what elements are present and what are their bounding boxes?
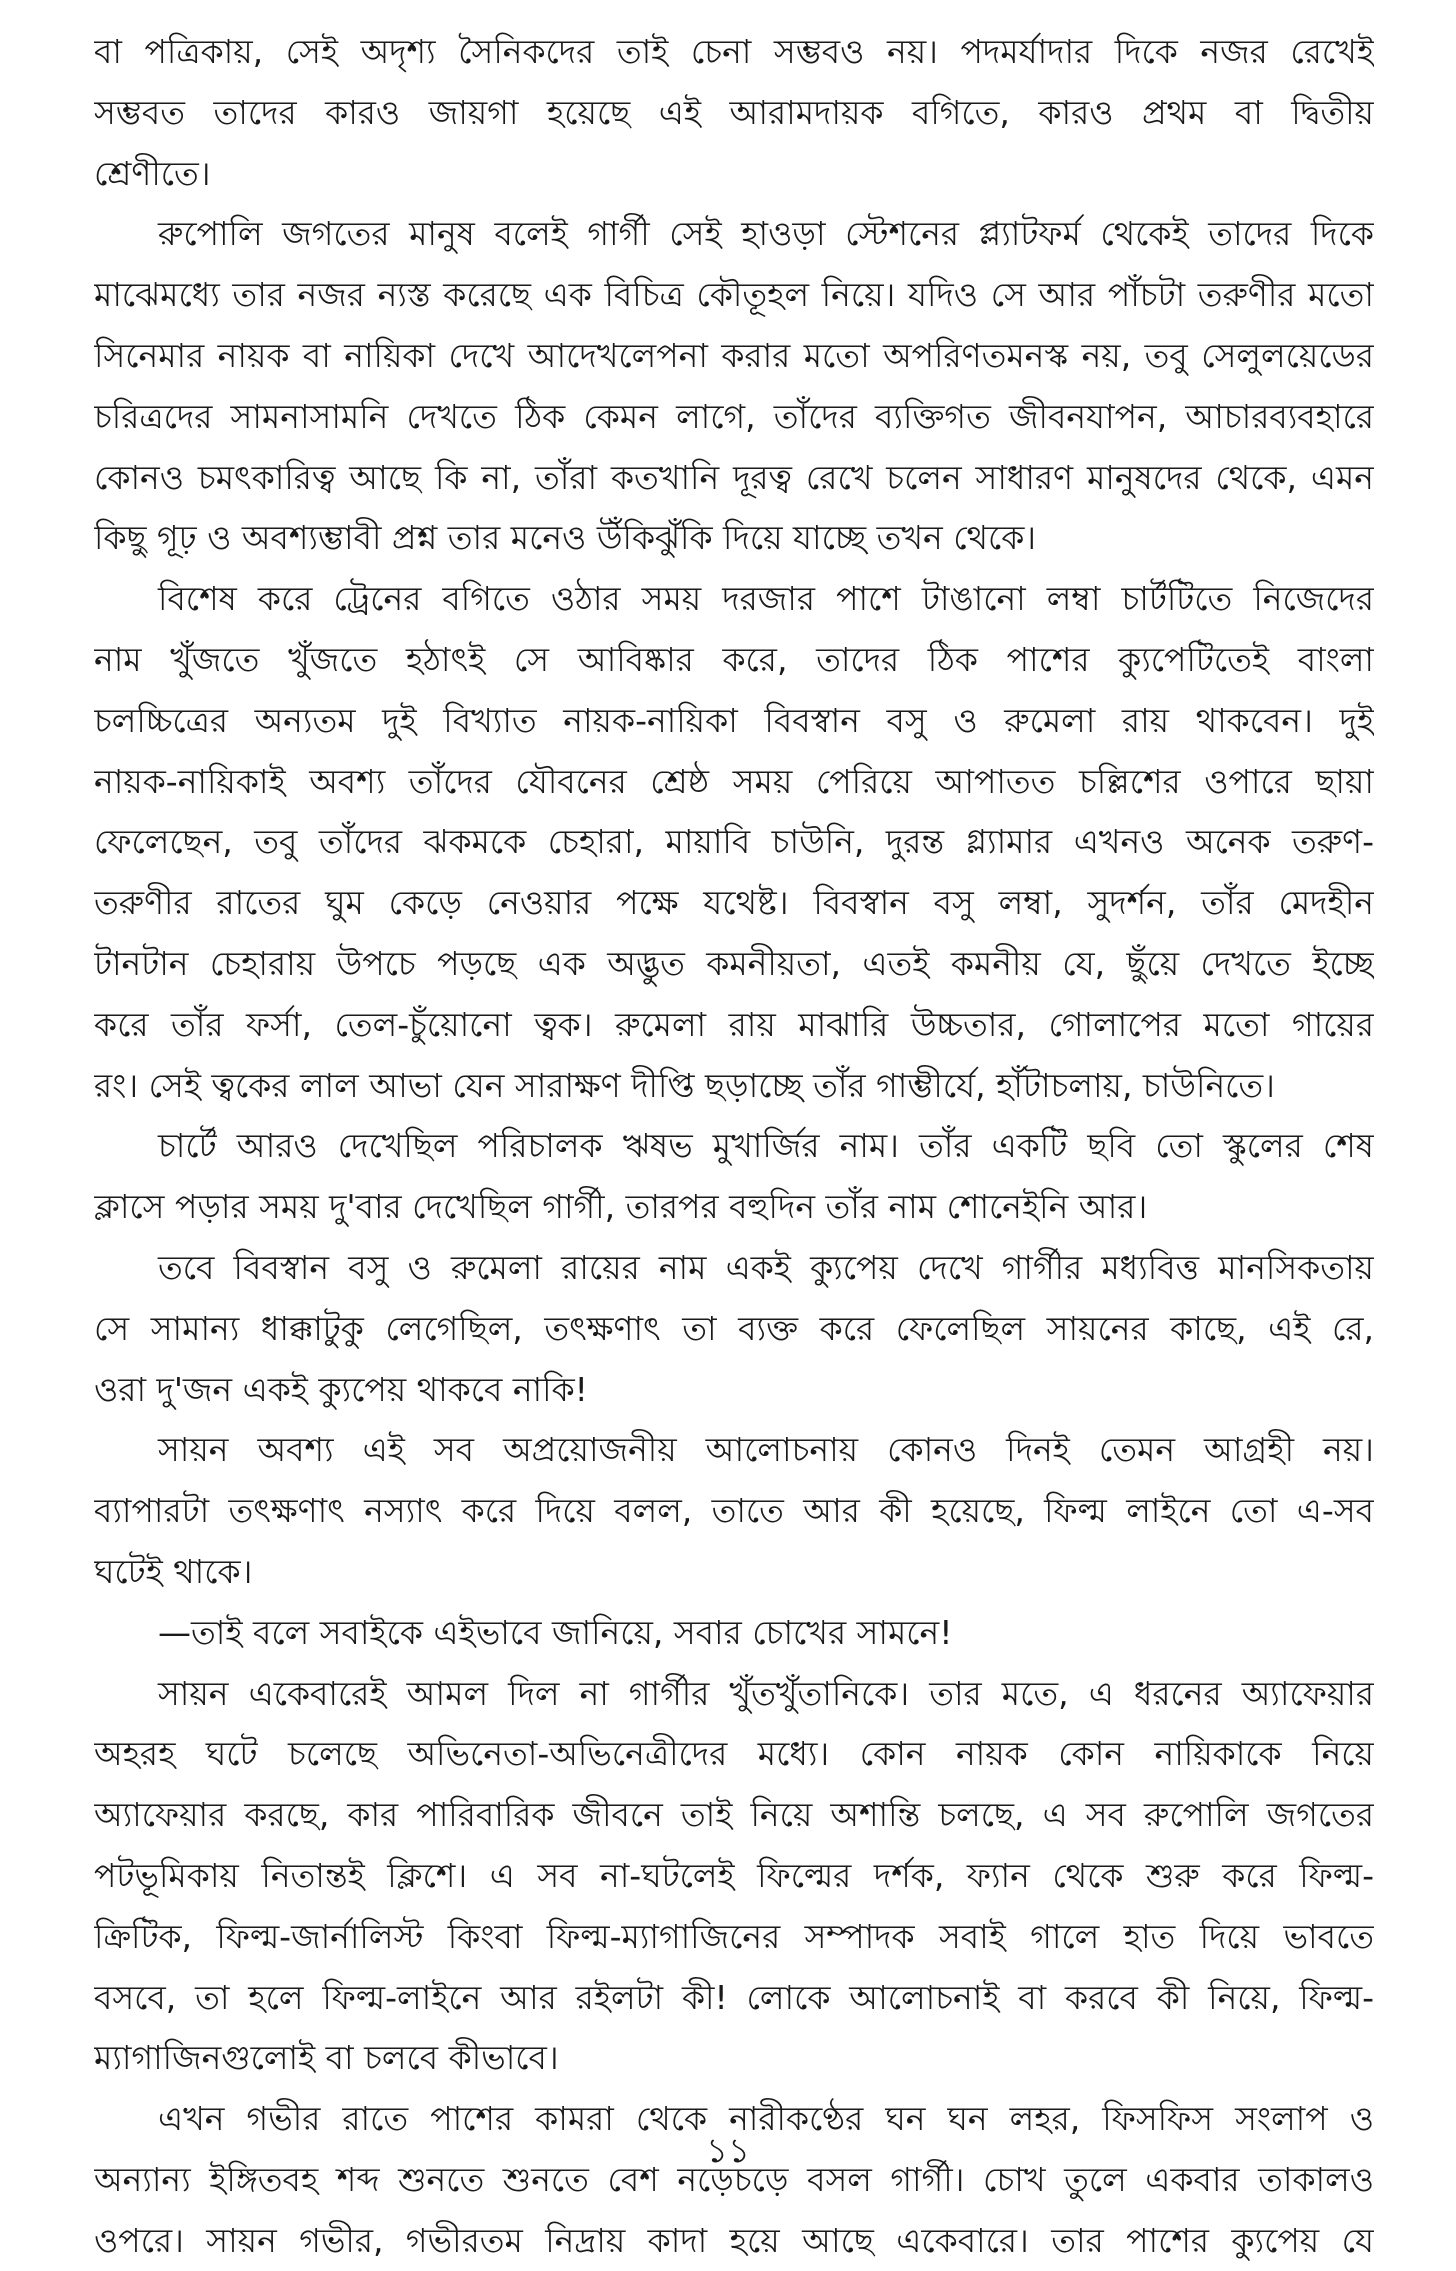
text-line: রং। সেই ত্বকের লাল আভা যেন সারাক্ষণ দীপ্তি ছড়াচ্ছে তাঁর গাম্ভীর্যে, হাঁটাচলায়, চাউনিতে। (94, 1065, 1275, 1105)
text-line: সম্ভবত তাদের কারও জায়গা হয়েছে এই আরামদায়ক বগিতে, কারও প্রথম বা দ্বিতীয় (94, 92, 1374, 132)
paragraph (94, 569, 1374, 1116)
text-line: সায়ন অবশ্য এই সব অপ্রয়োজনীয় আলোচনায় কোনও দিনই তেমন আগ্রহী নয়। (158, 1430, 1374, 1470)
text-line: চলচ্চিত্রের অন্যতম দুই বিখ্যাত নায়ক-নায়িকা বিবস্বান বসু ও রুমেলা রায় থাকবেন। দুই (94, 700, 1374, 740)
text-line: ওপরে। সায়ন গভীর, গভীরতম নিদ্রায় কাদা হয়ে আছে একেবারে। তার পাশের ক্যুপেয় যে (94, 2220, 1374, 2260)
text-line: মাঝেমধ্যে তার নজর ন্যস্ত করেছে এক বিচিত্র কৌতূহল নিয়ে। যদিও সে আর পাঁচটা তরুণীর মতো (94, 275, 1374, 315)
text-line: রুপোলি জগতের মানুষ বলেই গার্গী সেই হাওড়া স্টেশনের প্ল্যাটফর্ম থেকেই তাদের দিকে (158, 214, 1374, 254)
book-page (94, 22, 1374, 2260)
text-line: ক্রিটিক, ফিল্ম-জার্নালিস্ট কিংবা ফিল্ম-ম্যাগাজিনের সম্পাদক সবাই গালে হাত দিয়ে ভাবতে (94, 1916, 1374, 1956)
paragraph (94, 1238, 1374, 1420)
text-line: বিশেষ করে ট্রেনের বগিতে ওঠার সময় দরজার পাশে টাঙানো লম্বা চার্টটিতে নিজেদের (158, 579, 1374, 619)
paragraph (94, 1420, 1374, 1602)
text-line: ফেলেছেন, তবু তাঁদের ঝকমকে চেহারা, মায়াবি চাউনি, দুরন্ত গ্ল্যামার এখনও অনেক তরুণ- (94, 822, 1374, 862)
text-line: অন্যান্য ইঙ্গিতবহ শব্দ শুনতে শুনতে বেশ নড়েচড়ে বসল গার্গী। চোখ তুলে একবার তাকালও (94, 2159, 1374, 2199)
paragraph (94, 1116, 1374, 1238)
text-line: সিনেমার নায়ক বা নায়িকা দেখে আদেখলেপনা করার মতো অপরিণতমনস্ক নয়, তবু সেলুলয়েডের (94, 335, 1374, 375)
text-line: কিছু গূঢ় ও অবশ্যম্ভাবী প্রশ্ন তার মনেও উঁকিঝুঁকি দিয়ে যাচ্ছে তখন থেকে। (94, 518, 1037, 558)
text-line: পটভূমিকায় নিতান্তই ক্লিশে। এ সব না-ঘটলেই ফিল্মের দর্শক, ফ্যান থেকে শুরু করে ফিল্ম- (94, 1855, 1374, 1895)
text-line: ব্যাপারটা তৎক্ষণাৎ নস্যাৎ করে দিয়ে বলল, তাতে আর কী হয়েছে, ফিল্ম লাইনে তো এ-সব (94, 1491, 1374, 1531)
paragraph (94, 204, 1374, 569)
text-line: —তাই বলে সবাইকে এইভাবে জানিয়ে, সবার চোখের সামনে! (158, 1612, 953, 1652)
text-line: তরুণীর রাতের ঘুম কেড়ে নেওয়ার পক্ষে যথেষ্ট। বিবস্বান বসু লম্বা, সুদর্শন, তাঁর মেদহীন (94, 883, 1374, 923)
paragraph (94, 1664, 1374, 2090)
page-number: ১১ (705, 2131, 751, 2171)
text-line: ঘটেই থাকে। (94, 1551, 253, 1591)
text-line: সে সামান্য ধাক্কাটুকু লেগেছিল, তৎক্ষণাৎ তা ব্যক্ত করে ফেলেছিল সায়নের কাছে, এই রে, (94, 1308, 1374, 1348)
text-line: ক্লাসে পড়ার সময় দু'বার দেখেছিল গার্গী, তারপর বহুদিন তাঁর নাম শোনেইনি আর। (94, 1187, 1148, 1227)
body-text (94, 22, 1374, 2271)
text-line: ম্যাগাজিনগুলোই বা চলবে কীভাবে। (94, 2038, 559, 2078)
text-line: বসবে, তা হলে ফিল্ম-লাইনে আর রইলটা কী! লোকে আলোচনাই বা করবে কী নিয়ে, ফিল্ম- (94, 1977, 1374, 2017)
text-line: এখন গভীর রাতে পাশের কামরা থেকে নারীকণ্ঠের ঘন ঘন লহর, ফিসফিস সংলাপ ও (158, 2099, 1374, 2139)
text-line: অ্যাফেয়ার করছে, কার পারিবারিক জীবনে তাই নিয়ে অশান্তি চলছে, এ সব রুপোলি জগতের (94, 1795, 1374, 1835)
text-line: ওরা দু'জন একই ক্যুপেয় থাকবে নাকি! (94, 1369, 588, 1409)
paragraph (94, 22, 1374, 204)
text-line: অহরহ ঘটে চলেছে অভিনেতা-অভিনেত্রীদের মধ্যে। কোন নায়ক কোন নায়িকাকে নিয়ে (94, 1734, 1374, 1774)
text-line: চার্টে আরও দেখেছিল পরিচালক ঋষভ মুখার্জির নাম। তাঁর একটি ছবি তো স্কুলের শেষ (158, 1126, 1374, 1166)
text-line: শ্রেণীতে। (94, 153, 211, 193)
text-line: নাম খুঁজতে খুঁজতে হঠাৎই সে আবিষ্কার করে, তাদের ঠিক পাশের ক্যুপেটিতেই বাংলা (94, 639, 1374, 679)
text-line: করে তাঁর ফর্সা, তেল-চুঁয়োনো ত্বক। রুমেলা রায় মাঝারি উচ্চতার, গোলাপের মতো গায়ের (94, 1004, 1374, 1044)
paragraph (94, 1603, 1374, 1664)
text-line: চরিত্রদের সামনাসামনি দেখতে ঠিক কেমন লাগে, তাঁদের ব্যক্তিগত জীবনযাপন, আচারব্যবহারে (94, 396, 1374, 436)
text-line: নায়ক-নায়িকাই অবশ্য তাঁদের যৌবনের শ্রেষ্ঠ সময় পেরিয়ে আপাতত চল্লিশের ওপারে ছায়া (94, 761, 1374, 801)
text-line: কোনও চমৎকারিত্ব আছে কি না, তাঁরা কতখানি দূরত্ব রেখে চলেন সাধারণ মানুষদের থেকে, এমন (94, 457, 1374, 497)
text-line: তবে বিবস্বান বসু ও রুমেলা রায়ের নাম একই ক্যুপেয় দেখে গার্গীর মধ্যবিত্ত মানসিকতায় (158, 1247, 1374, 1287)
text-line: বা পত্রিকায়, সেই অদৃশ্য সৈনিকদের তাই চেনা সম্ভবও নয়। পদমর্যাদার দিকে নজর রেখেই (94, 32, 1374, 71)
text-line: সায়ন একেবারেই আমল দিল না গার্গীর খুঁতখুঁতানিকে। তার মতে, এ ধরনের অ্যাফেয়ার (158, 1673, 1374, 1713)
text-line: টানটান চেহারায় উপচে পড়ছে এক অদ্ভুত কমনীয়তা, এতই কমনীয় যে, ছুঁয়ে দেখতে ইচ্ছে (94, 943, 1374, 983)
